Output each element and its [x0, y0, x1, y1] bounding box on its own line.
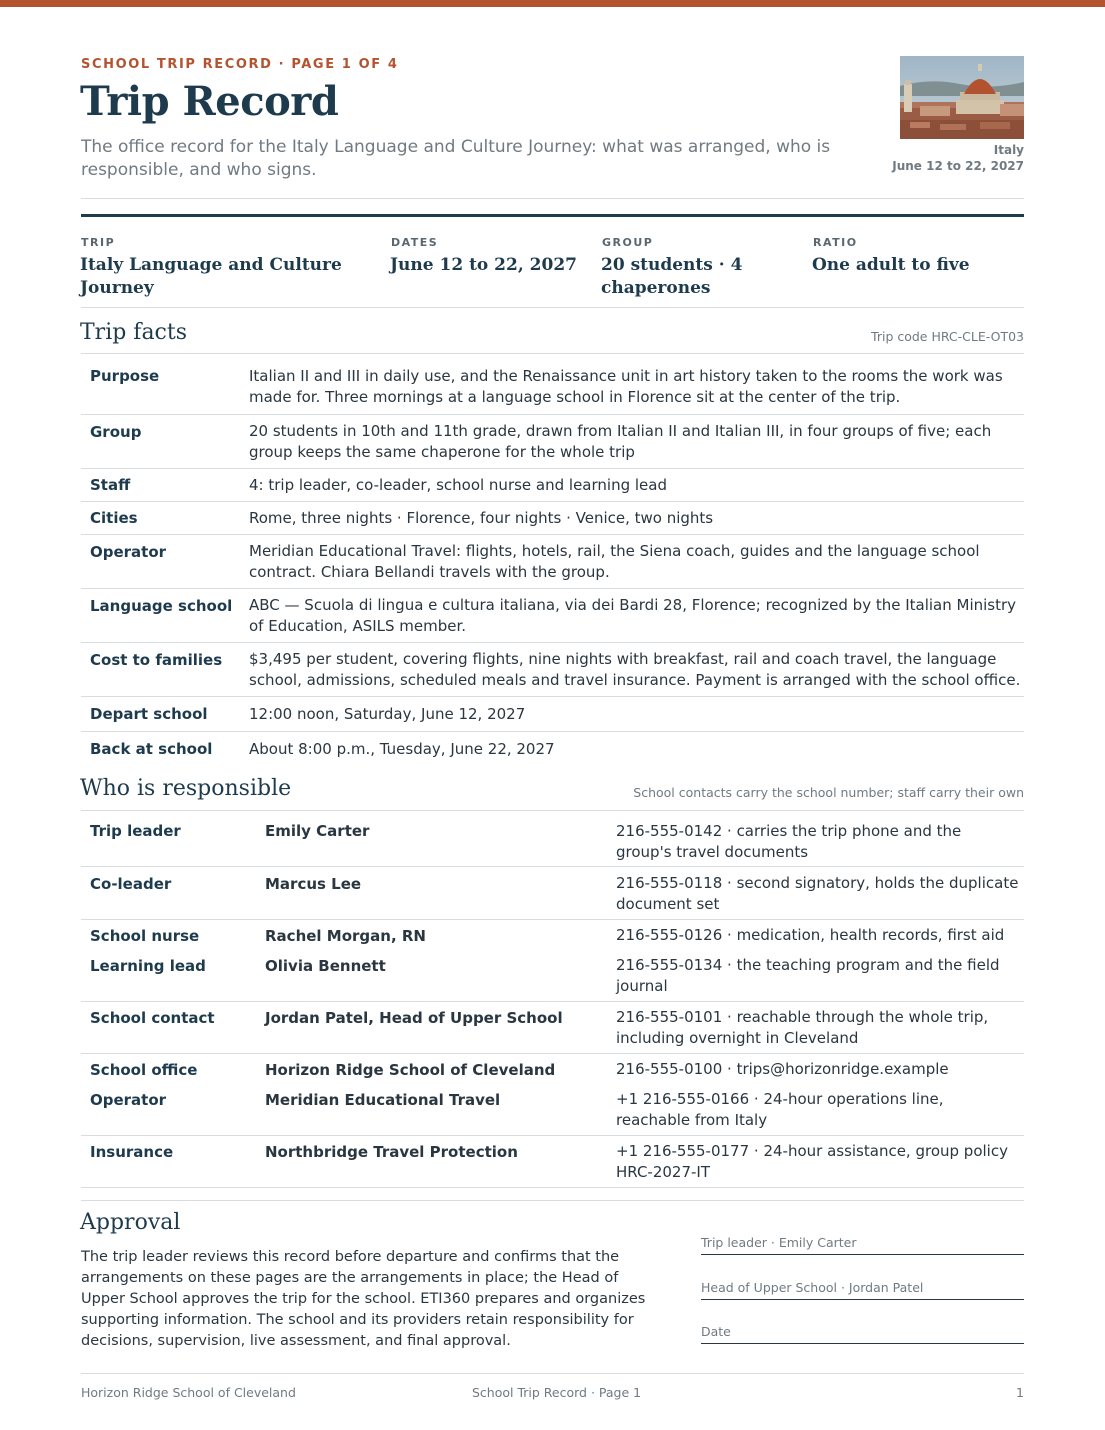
resp-name: Rachel Morgan, RN	[265, 927, 426, 945]
summary-trip-value: Italy Language and Culture Journey	[80, 255, 342, 298]
fact-text: ABC — Scuola di lingua e cultura italiana, via dei Bardi 28, Florence; recognized by the Italian Ministry of Education, ASILS member.	[249, 596, 1017, 635]
resp-detail: 216-555-0126 · medication, health records, first aid	[616, 926, 1005, 944]
fact-label: Cost to families	[90, 651, 223, 669]
resp-row-nurse	[81, 920, 1024, 950]
summary-group-value: 20 students · 4 chaperones	[601, 255, 743, 298]
signature-label-trip-leader: Trip leader · Emily Carter	[701, 1235, 857, 1250]
footer-center: School Trip Record · Page 1	[472, 1385, 642, 1400]
fact-row-operator	[81, 535, 1024, 589]
resp-role: Co-leader	[90, 875, 172, 893]
document-eyebrow: SCHOOL TRIP RECORD · PAGE 1 OF 4	[81, 57, 399, 72]
summary-ratio-value: One adult to five	[812, 255, 970, 275]
resp-detail: 216-555-0101 · reachable through the whole trip, including overnight in Cleveland	[616, 1008, 989, 1047]
resp-name: Horizon Ridge School of Cleveland	[265, 1061, 556, 1079]
resp-row-school-office	[81, 1054, 1024, 1084]
fact-label: Language school	[90, 597, 233, 615]
fact-label: Purpose	[90, 367, 160, 385]
fact-text: Rome, three nights · Florence, four nights · Venice, two nights	[249, 509, 714, 527]
trip-facts-heading: Trip facts	[80, 320, 188, 345]
divider	[81, 1200, 1024, 1201]
footer-divider	[81, 1373, 1024, 1374]
signature-line-head[interactable]	[701, 1299, 1024, 1300]
fact-text: 20 students in 10th and 11th grade, drawn from Italian II and Italian III, in four groups of five; each group keeps the same chaperone for the whole trip	[249, 422, 992, 461]
resp-row-learning-lead	[81, 950, 1024, 1002]
fact-text: About 8:00 p.m., Tuesday, June 22, 2027	[249, 740, 555, 758]
resp-role: School office	[90, 1061, 198, 1079]
fact-text: Italian II and III in daily use, and the Renaissance unit in art history taken to the rooms the work was made for. Three mornings at a language school in Florence sit at the center of the trip.	[249, 367, 1003, 406]
resp-detail: +1 216-555-0166 · 24-hour operations line, reachable from Italy	[616, 1090, 944, 1129]
resp-name: Marcus Lee	[265, 875, 362, 893]
fact-label: Staff	[90, 476, 131, 494]
divider	[81, 198, 1024, 199]
footer-page-number: 1	[1016, 1385, 1024, 1400]
resp-row-co-leader	[81, 867, 1024, 920]
top-accent-bar	[0, 0, 1105, 7]
photo-caption-dates: June 12 to 22, 2027	[892, 159, 1024, 173]
resp-detail: 216-555-0142 · carries the trip phone and the group's travel documents	[616, 822, 962, 861]
responsible-note: School contacts carry the school number; staff carry their own	[633, 785, 1024, 800]
resp-role: Trip leader	[90, 822, 181, 840]
resp-role: Learning lead	[90, 957, 206, 975]
resp-detail: 216-555-0134 · the teaching program and the field journal	[616, 956, 1000, 995]
resp-role: Insurance	[90, 1143, 174, 1161]
fact-row-cities	[81, 502, 1024, 535]
resp-role: School contact	[90, 1009, 215, 1027]
fact-label: Back at school	[90, 740, 213, 758]
resp-row-school-contact	[81, 1002, 1024, 1054]
resp-role: School nurse	[90, 927, 200, 945]
fact-label: Operator	[90, 543, 167, 561]
fact-row-return	[81, 732, 1024, 764]
summary-dates-value: June 12 to 22, 2027	[390, 255, 577, 275]
resp-name: Jordan Patel, Head of Upper School	[265, 1009, 563, 1027]
fact-row-staff	[81, 469, 1024, 502]
resp-row-insurance	[81, 1136, 1024, 1188]
fact-row-purpose	[81, 354, 1024, 415]
summary-top-rule	[81, 214, 1024, 217]
fact-label: Depart school	[90, 705, 208, 723]
fact-row-group	[81, 415, 1024, 469]
resp-name: Northbridge Travel Protection	[265, 1143, 518, 1161]
fact-label: Group	[90, 423, 142, 441]
resp-detail: 216-555-0118 · second signatory, holds the duplicate document set	[616, 874, 1019, 913]
signature-label-head: Head of Upper School · Jordan Patel	[701, 1280, 924, 1295]
resp-name: Emily Carter	[265, 822, 370, 840]
fact-text: 4: trip leader, co-leader, school nurse and learning lead	[249, 476, 667, 494]
signature-label-date: Date	[701, 1324, 731, 1339]
resp-role: Operator	[90, 1091, 167, 1109]
fact-text: $3,495 per student, covering flights, nine nights with breakfast, rail and coach travel, the language school, admissions, scheduled meals and travel insurance. Payment is arranged with the school office.	[249, 650, 1021, 689]
resp-row-trip-leader	[81, 811, 1024, 867]
approval-text: The trip leader reviews this record before departure and confirms that the arrangements on these pages are the arrangements in place; the Head of Upper School approves the trip for the school. ETI360 prepares and organizes supporting information. The school and its providers retain responsibility for decisions, supervision, live assessment, and final approval.	[81, 1249, 646, 1349]
fact-row-language-school	[81, 589, 1024, 643]
summary-trip-label: TRIP	[81, 236, 116, 249]
resp-row-operator	[81, 1084, 1024, 1136]
page-title: Trip Record	[80, 78, 339, 125]
resp-name: Olivia Bennett	[265, 957, 386, 975]
photo-caption-place: Italy	[993, 143, 1024, 157]
fact-text: 12:00 noon, Saturday, June 12, 2027	[249, 705, 526, 723]
fact-row-depart	[81, 697, 1024, 732]
footer-school: Horizon Ridge School of Cleveland	[81, 1385, 296, 1400]
trip-code: Trip code HRC-CLE-OT03	[871, 329, 1024, 344]
approval-heading: Approval	[80, 1210, 181, 1235]
fact-row-cost	[81, 643, 1024, 697]
summary-group-label: GROUP	[602, 236, 654, 249]
responsible-heading: Who is responsible	[80, 776, 292, 801]
divider	[81, 307, 1024, 308]
florence-photo	[900, 56, 1024, 139]
summary-dates-label: DATES	[391, 236, 439, 249]
page-subtitle: The office record for the Italy Language and Culture Journey: what was arranged, who is responsible, and who signs.	[81, 137, 831, 180]
signature-line-trip-leader[interactable]	[701, 1254, 1024, 1255]
resp-name: Meridian Educational Travel	[265, 1091, 501, 1109]
fact-text: Meridian Educational Travel: flights, hotels, rail, the Siena coach, guides and the language school contract. Chiara Bellandi travels with the group.	[249, 542, 980, 581]
signature-line-date[interactable]	[701, 1343, 1024, 1344]
resp-detail: 216-555-0100 · trips@horizonridge.example	[616, 1060, 949, 1078]
fact-label: Cities	[90, 509, 138, 527]
resp-detail: +1 216-555-0177 · 24-hour assistance, group policy HRC-2027-IT	[616, 1142, 1008, 1181]
summary-ratio-label: RATIO	[813, 236, 858, 249]
